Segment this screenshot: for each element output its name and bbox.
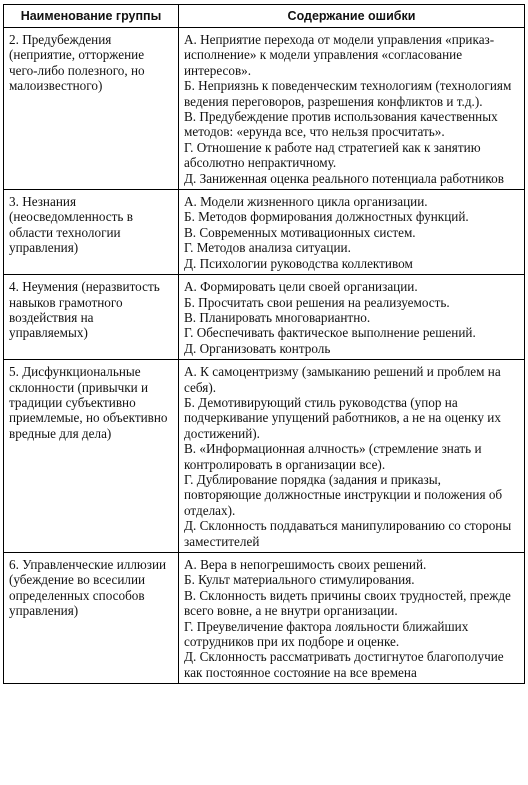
error-item: Г. Отношение к работе над стратегией как к занятию абсолютно непрактичному. [184, 139, 481, 171]
error-item: В. Современных мотивационных систем. [184, 224, 416, 240]
table-row [4, 275, 525, 360]
errors-table-container [3, 4, 524, 684]
error-content-cell [179, 553, 525, 684]
error-content-cell [179, 190, 525, 275]
error-item: Г. Дублирование порядка (задания и приказы, повторяющие должностные инструкции и положения об отделах). [184, 471, 503, 518]
group-name-cell: 6. Управленческие иллюзии (убеждение во всесилии определенных способов управления) [4, 553, 179, 684]
error-item: А. Вера в непогрешимость своих решений. [184, 557, 427, 572]
management-errors-table [3, 4, 525, 684]
table-row [4, 28, 525, 190]
error-item: В. Планировать многовариантно. [184, 309, 371, 325]
error-item: Д. Психологии руководства коллективом [184, 255, 413, 271]
error-item: Д. Организовать контроль [184, 340, 331, 356]
error-content-cell [179, 360, 525, 553]
table-row [4, 190, 525, 275]
header-group-name: Наименование группы [4, 5, 179, 28]
error-item: Г. Обеспечивать фактическое выполнение решений. [184, 325, 476, 341]
table-row [4, 553, 525, 684]
error-item: А. Формировать цели своей организации. [184, 279, 418, 295]
error-item: Б. Демотивирующий стиль руководства (упор на подчеркивание упущений работников, а не на оценку их достижений). [184, 394, 501, 441]
error-item: Б. Методов формирования должностных функций. [184, 209, 469, 225]
error-item: А. Модели жизненного цикла организации. [184, 194, 428, 210]
error-item: А. Неприятие перехода от модели управления «приказ-исполнение» к модели управления «согласование интересов». [184, 32, 495, 78]
error-item: В. Предубеждение против использования качественных методов: «ерунда все, что нельзя просчитать». [184, 109, 498, 140]
table-header-row [4, 5, 525, 28]
table-row [4, 360, 525, 553]
error-item: Б. Неприязнь к поведенческим технологиям (технологиям ведения переговоров, разрешения конфликтов и т.д.). [184, 78, 512, 109]
error-item: А. К самоцентризму (замыканию решений и проблем на себя). [184, 364, 501, 395]
error-item: Д. Заниженная оценка реального потенциала работников [184, 170, 504, 186]
error-content-cell [179, 28, 525, 190]
error-item: Б. Просчитать свои решения на реализуемость. [184, 294, 450, 310]
group-name-cell: 5. Дисфункциональные склонности (привычки и традиции субъективно приемлемые, но объективно вредные для дела) [4, 360, 179, 553]
error-item: Б. Культ материального стимулирования. [184, 572, 415, 588]
error-item: Д. Склонность рассматривать достигнутое благополучие как постоянное состояние на все времена [184, 649, 504, 680]
group-name-cell: 3. Незнания (неосведомленность в области технологии управления) [4, 190, 179, 275]
error-item: Г. Преувеличение фактора лояльности ближайших сотрудников при их подборе и оценке. [184, 618, 469, 650]
error-item: В. Склонность видеть причины своих трудностей, прежде всего вовне, а не внутри организации. [184, 587, 511, 619]
header-error-content: Содержание ошибки [179, 5, 525, 28]
error-item: Г. Методов анализа ситуации. [184, 240, 351, 256]
error-content-cell [179, 275, 525, 360]
error-item: В. «Информационная алчность» (стремление знать и контролировать в организации все). [184, 441, 482, 472]
error-item: Д. Склонность поддаваться манипулированию со стороны заместителей [184, 518, 512, 549]
group-name-cell: 4. Неумения (неразвитость навыков грамотного воздействия на управляемых) [4, 275, 179, 360]
group-name-cell: 2. Предубеждения (неприятие, отторжение чего-либо полезного, но малоизвестного) [4, 28, 179, 190]
